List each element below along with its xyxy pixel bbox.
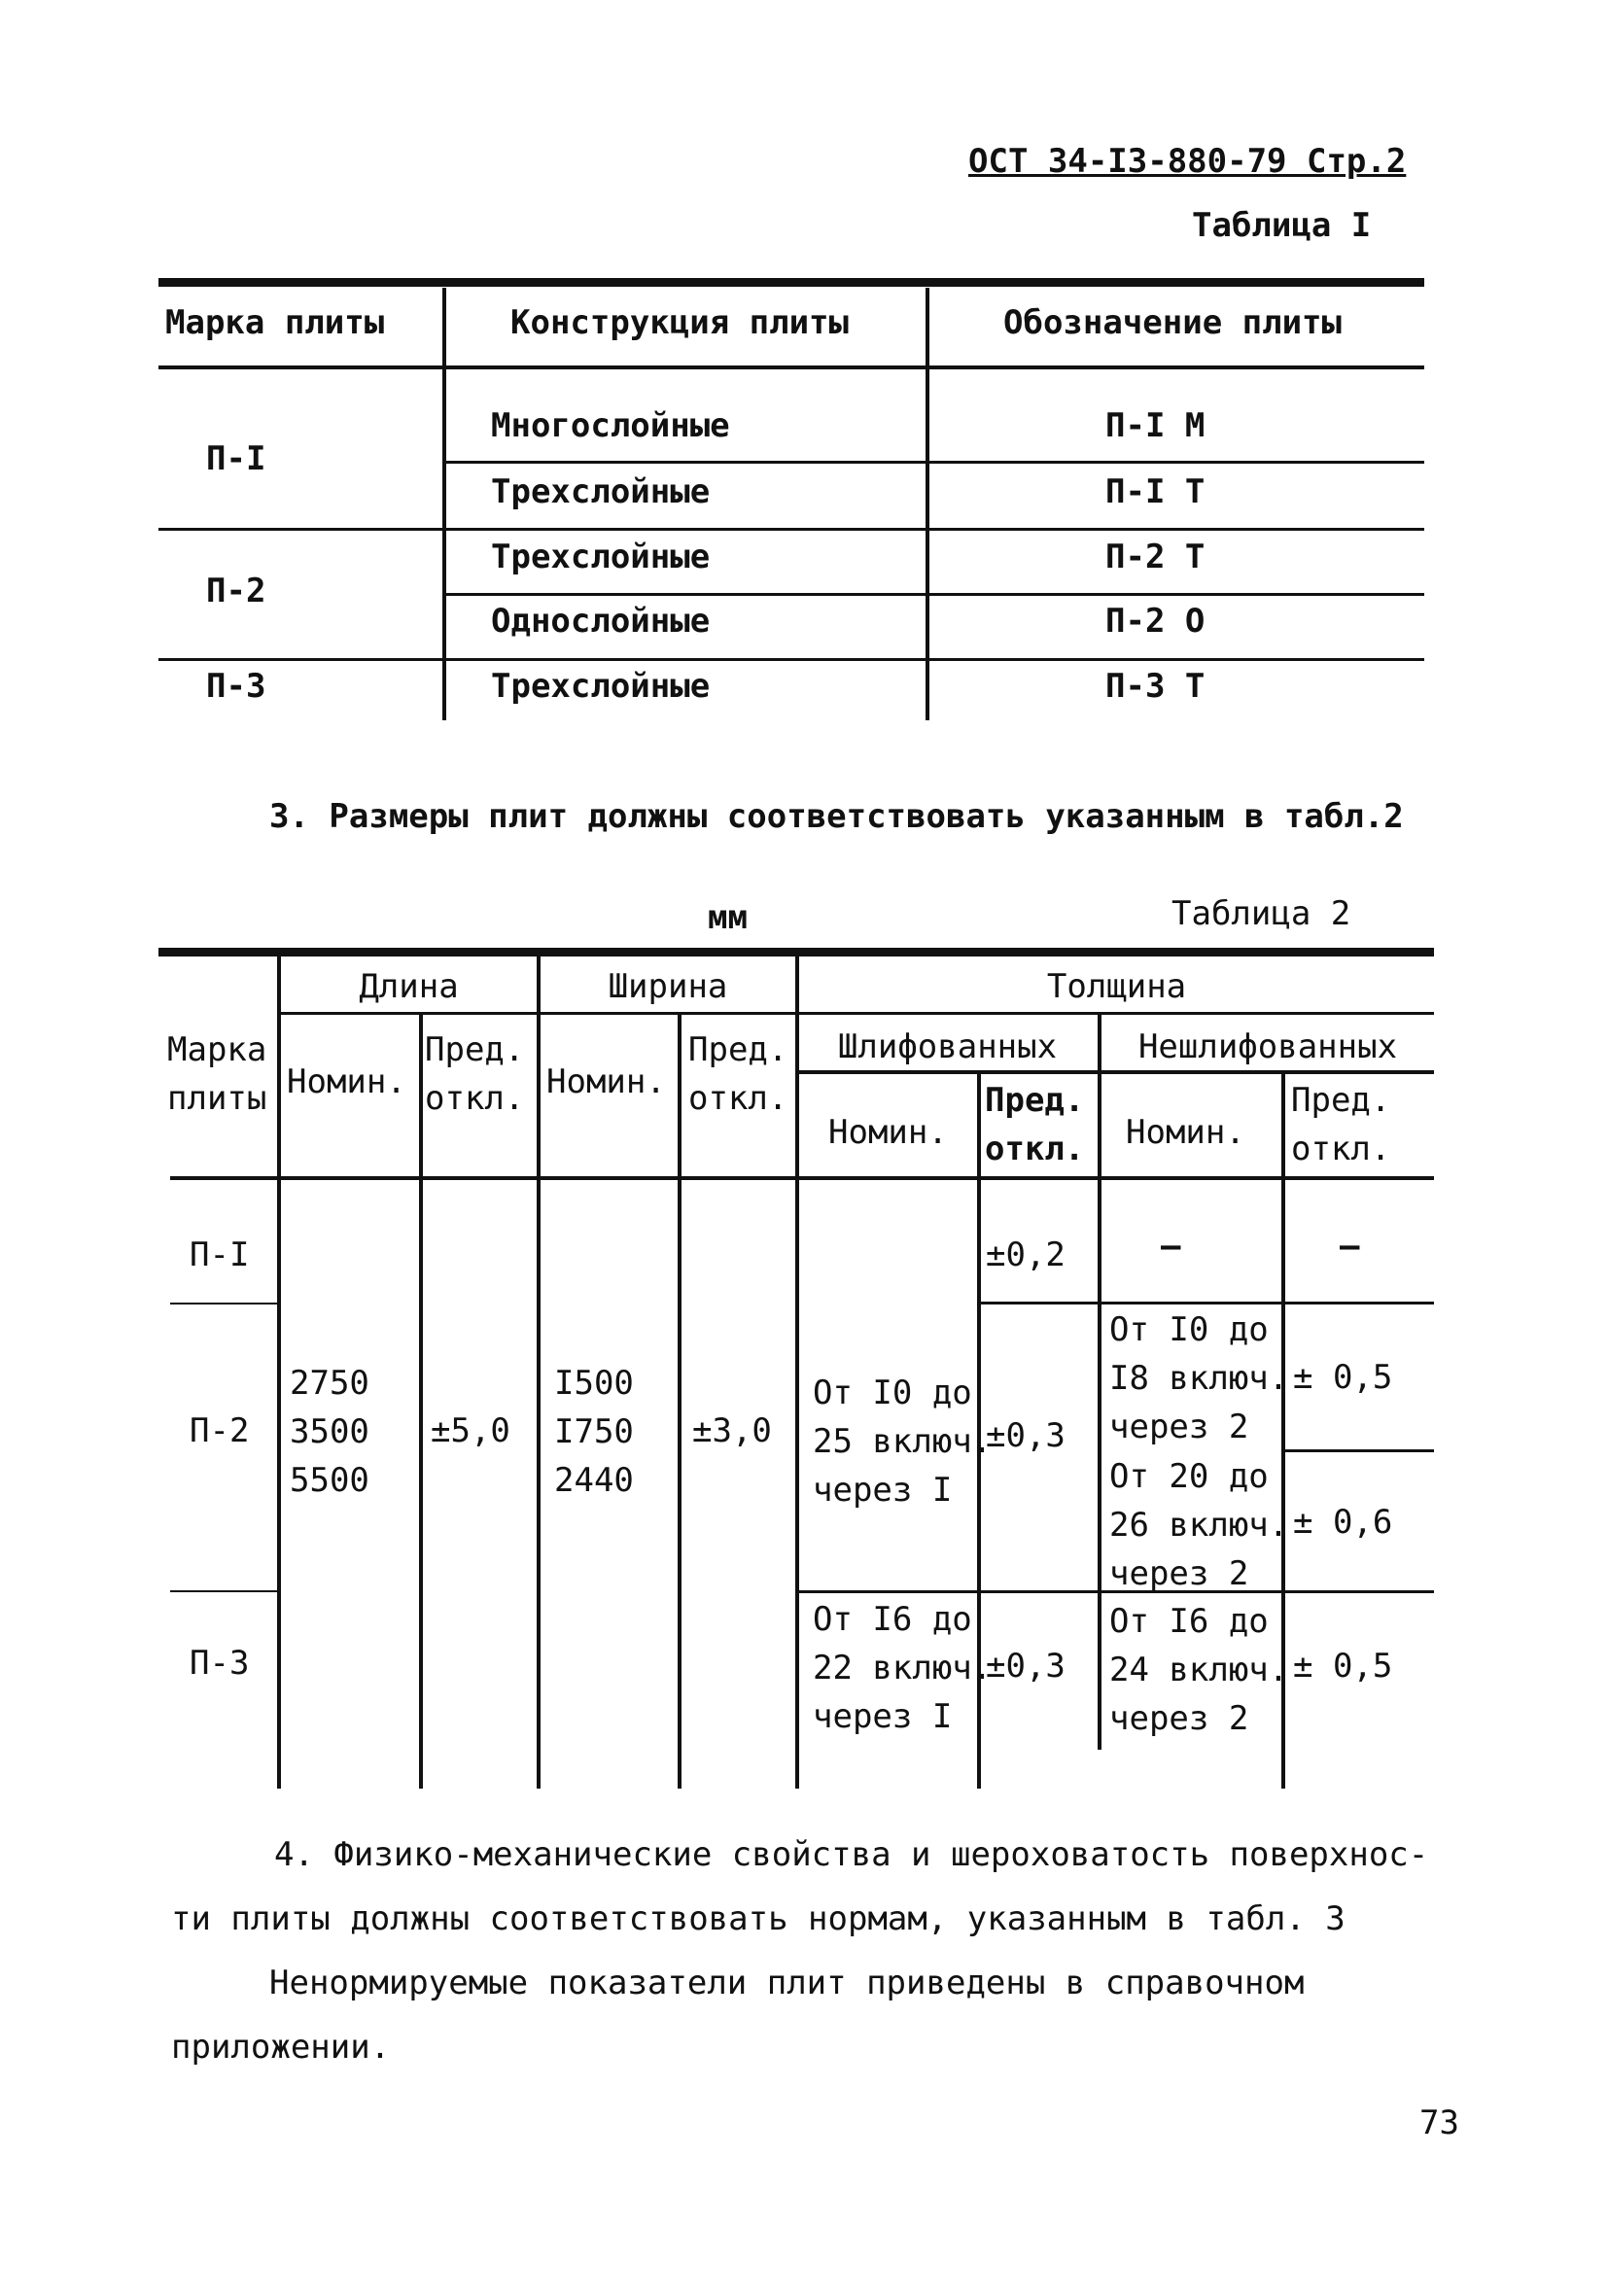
table2-p2-unground-nominal-a: От I0 до I8 включ. через 2 [1109, 1310, 1289, 1446]
table2-width-nominal: I500 I750 2440 [554, 1364, 634, 1500]
table2-p3-unground-deviation: ± 0,5 [1293, 1647, 1393, 1686]
table1-header-rule [158, 365, 1424, 369]
table1-construction: Трехслойные [491, 538, 711, 576]
table2-col-divider [537, 957, 541, 1789]
table1-col-divider-1 [442, 288, 446, 720]
table2-p3-unground-nominal: От I6 до 24 включ. через 2 [1109, 1602, 1289, 1738]
table2-header-unground-nominal: Номин. [1126, 1113, 1245, 1152]
paragraph-4-line-2: ти плиты должны соответствовать нормам, указанным в табл. 3 [171, 1899, 1346, 1938]
table1-designation: П-I М [1105, 406, 1206, 445]
table2-mark: П-2 [190, 1411, 250, 1450]
table2-header-length-deviation: Пред. откл. [425, 1030, 525, 1118]
table2-header-width-deviation: Пред. откл. [688, 1030, 788, 1118]
table2-col-divider [678, 1014, 682, 1789]
table2-col-divider [419, 1014, 423, 1789]
table2-header-ground: Шлифованных [837, 1027, 1058, 1066]
table2-header-length-nominal: Номин. [287, 1062, 406, 1101]
table2-header-thickness: Толщина [1046, 967, 1187, 1006]
table2-row-line [1285, 1449, 1434, 1452]
page-number: 73 [1419, 2104, 1459, 2142]
document-id: ОСТ 34-I3-880-79 Стр.2 [968, 142, 1407, 181]
table2-header-ground-nominal: Номин. [828, 1113, 948, 1152]
table1-construction: Однослойные [491, 602, 711, 641]
table2-p2-ground-nominal: От I0 до 25 включ. через I [813, 1374, 993, 1510]
table2-p3-ground-deviation: ±0,3 [986, 1647, 1066, 1686]
table2-mark: П-I [190, 1235, 250, 1274]
table1-construction: Трехслойные [491, 667, 711, 706]
table2-p2-ground-deviation: ±0,3 [986, 1416, 1066, 1455]
table2-header-ground-deviation: Пред. откл. [985, 1081, 1085, 1168]
table1-mark: П-3 [206, 667, 266, 706]
table1-header-designation: Обозначение плиты [1003, 303, 1342, 342]
table2-length-nominal: 2750 3500 5500 [290, 1364, 369, 1500]
table1-row-line [446, 593, 1424, 596]
table1-col-divider-2 [926, 288, 929, 720]
table2-header-width: Ширина [608, 967, 728, 1006]
table2-top-rule [158, 948, 1434, 957]
table1-designation: П-I Т [1105, 472, 1206, 511]
table2-header-unground: Нешлифованных [1137, 1027, 1398, 1066]
table1-mark: П-2 [206, 572, 266, 610]
table2-p1-unground-nominal: — [1161, 1227, 1181, 1266]
table2-header-width-nominal: Номин. [546, 1062, 666, 1101]
table2-col-divider [277, 957, 281, 1789]
table1-row-line [158, 528, 1424, 531]
table2-mark: П-3 [190, 1644, 250, 1683]
table2-row-line [170, 1590, 279, 1592]
table1-designation: П-2 О [1105, 602, 1206, 641]
table2-p2-unground-nominal-b: От 20 до 26 включ. через 2 [1109, 1457, 1289, 1593]
table2-unit: мм [708, 898, 748, 937]
table2-rule [799, 1070, 1434, 1074]
table1-top-rule [158, 278, 1424, 287]
table2-col-divider [795, 957, 799, 1789]
table2-length-deviation: ±5,0 [431, 1411, 510, 1450]
table2-row-line [170, 1303, 279, 1305]
table1-caption: Таблица I [1192, 206, 1372, 245]
table1-mark: П-I [206, 439, 266, 478]
table2-rule [279, 1012, 1434, 1015]
table1-header-mark: Марка плиты [165, 303, 385, 342]
table2-p1-unground-deviation: — [1340, 1227, 1360, 1266]
table2-row-line [979, 1302, 1434, 1305]
table2-p2-unground-deviation-a: ± 0,5 [1293, 1358, 1393, 1397]
table2-header-length: Длина [359, 967, 459, 1006]
table1-row-line [446, 461, 1424, 464]
table1-designation: П-3 Т [1105, 667, 1206, 706]
table2-p1-ground-deviation: ±0,2 [986, 1235, 1066, 1274]
paragraph-5-line-1: Ненормируемые показатели плит приведены в справочном [269, 1964, 1305, 2002]
table1-row-line [158, 658, 1424, 661]
table2-header-bottom-rule [170, 1176, 1434, 1180]
table1-designation: П-2 Т [1105, 538, 1206, 576]
paragraph-4-line-1: 4. Физико-механические свойства и шероховатость поверхнос- [274, 1835, 1429, 1874]
table2-p3-ground-nominal: От I6 до 22 включ. через I [813, 1600, 993, 1736]
table2-caption: Таблица 2 [1171, 894, 1351, 933]
table2-p2-unground-deviation-b: ± 0,6 [1293, 1503, 1393, 1542]
paragraph-5-line-2: приложении. [171, 2028, 391, 2067]
table1-header-construction: Конструкция плиты [510, 303, 849, 342]
table1-construction: Многослойные [491, 406, 730, 445]
table2-width-deviation: ±3,0 [692, 1411, 772, 1450]
table1-construction: Трехслойные [491, 472, 711, 511]
table2-header-mark: Марка плиты [167, 1030, 267, 1118]
paragraph-3: 3. Размеры плит должны соответствовать указанным в табл.2 [269, 797, 1404, 836]
table2-header-unground-deviation: Пред. откл. [1291, 1081, 1391, 1168]
table2-col-divider [1098, 1014, 1101, 1750]
